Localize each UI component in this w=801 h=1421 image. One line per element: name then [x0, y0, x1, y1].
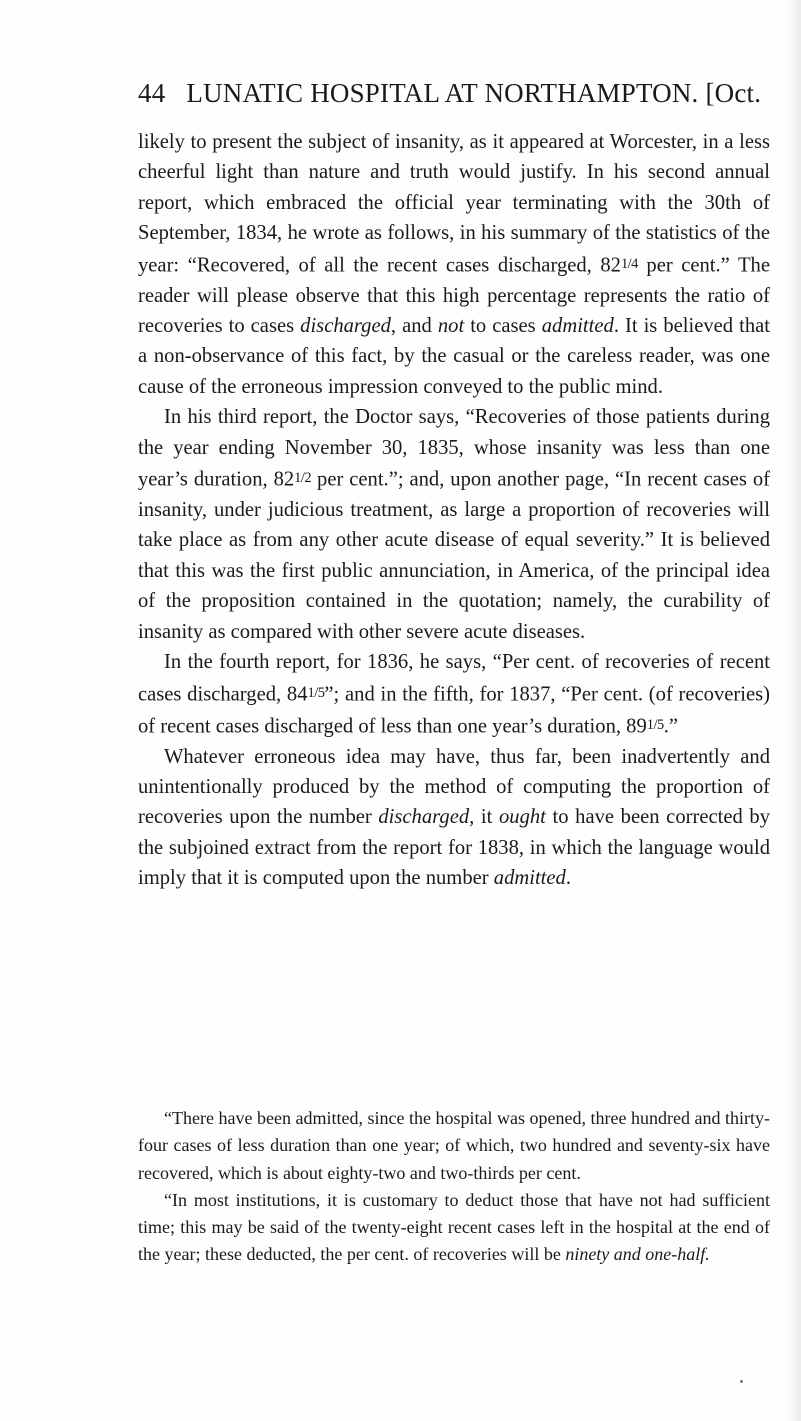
text-run: In the fourth report, for 1836, he says, “Per cent. of recoveries of recent cases discharged, 84: [138, 651, 770, 706]
text-run: “There have been admitted, since the hospital was opened, three hundred and thirty-four cases of less duration than one year; of which, two hundred and seventy-six have recovered, which is about eighty-two and two-thirds per cent.: [138, 1108, 770, 1183]
text-run: likely to present the subject of insanity, as it appeared at Worcester, in a less cheerful light than nature and truth would justify. In his second annual report, which embraced the official year terminating with the 30th of September, 1834, he wrote as follows, in his summary of the statistics of the year: “Recovered, of all the recent cases discharged, 82: [138, 131, 770, 277]
italic-text: ninety and one-half.: [565, 1244, 710, 1265]
italic-text: discharged: [378, 806, 470, 829]
body-paragraph: [138, 127, 770, 402]
text-run: to have been corrected by the subjoined extract from the report for 1838, in which the language would imply that it is computed upon the number: [138, 806, 770, 890]
fraction: 1/2: [294, 470, 312, 487]
text-run: “In most institutions, it is customary to deduct those that have not had sufficient time; this may be said of the twenty-eight recent cases left in the hospital at the end of the year; these deducted, the per cent. of recoveries will be: [138, 1189, 770, 1265]
text-run: . It is believed that a non-observance of this fact, by the casual or the careless reader, was one cause of the erroneous impression conveyed to the public mind.: [138, 315, 771, 398]
italic-text: admitted: [541, 315, 614, 338]
quote-paragraph: [138, 1105, 770, 1187]
text-run: ”; and in the fifth, for 1837, “Per cent. (of recoveries) of recent cases discharged of less than one year’s duration, 89: [138, 683, 770, 738]
page-edge-shadow: [787, 0, 801, 1421]
text-run: per cent.” The reader will please observe that this high percentage represents the ratio of recoveries to cases: [138, 254, 770, 338]
text-run: , it: [469, 806, 499, 829]
text-run: to cases: [464, 315, 542, 338]
text-run: .”: [663, 715, 678, 738]
fraction: 1/5: [646, 716, 664, 733]
paper-speck: [740, 1380, 743, 1383]
body-text: [138, 127, 770, 894]
body-paragraph: [138, 647, 770, 741]
body-paragraph: [138, 742, 770, 894]
quote-paragraph: [138, 1187, 770, 1269]
text-run: In his third report, the Doctor says, “Recoveries of those patients during the year ending November 30, 1835, whose insanity was less than one year’s duration, 82: [138, 406, 770, 491]
text-run: per cent.”; and, upon another page, “In recent cases of insanity, under judicious treatment, as large a proportion of recoveries will take place as from any other acute disease of equal severity.” It is believed that this was the first public annunciation, in America, of the principal idea of the proposition contained in the quotation; namely, the curability of insanity as compared with other severe acute diseases.: [138, 468, 770, 643]
running-title: LUNATIC HOSPITAL AT NORTHAMPTON.: [186, 78, 699, 108]
fraction: 1/4: [620, 255, 638, 272]
running-month: [Oct.: [705, 78, 762, 108]
text-run: Whatever erroneous idea may have, thus far, been inadvertently and unintentionally produced by the method of computing the proportion of recoveries upon the number: [138, 745, 770, 829]
italic-text: admitted: [493, 867, 566, 890]
italic-text: not: [437, 315, 465, 338]
fraction: 1/5: [307, 684, 325, 701]
italic-text: discharged: [300, 315, 391, 338]
running-header: [138, 78, 778, 109]
text-run: .: [565, 867, 571, 890]
quoted-extract: [138, 1105, 770, 1269]
text-run: , and: [390, 315, 438, 338]
italic-text: ought: [498, 806, 546, 829]
page-number: 44: [138, 78, 166, 108]
body-paragraph: [138, 402, 770, 647]
